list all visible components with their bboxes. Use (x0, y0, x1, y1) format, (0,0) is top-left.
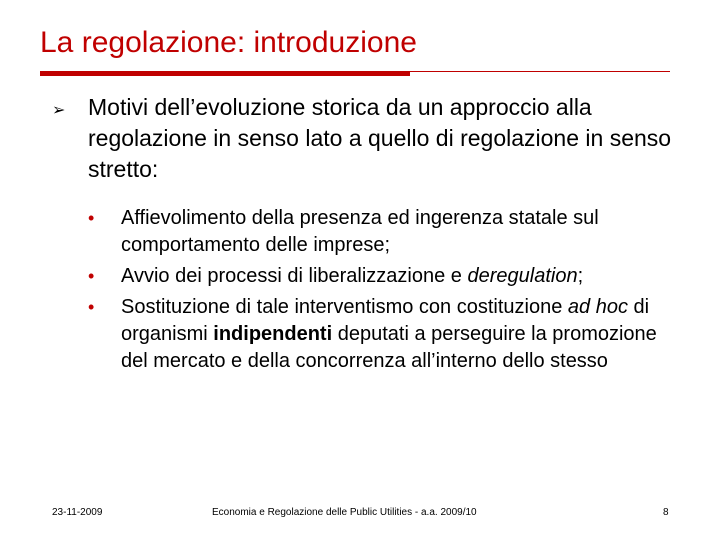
sub-bullet-item (88, 205, 688, 259)
bullet-dot-icon: • (88, 208, 95, 228)
sub-item-text: Affievolimento della presenza ed ingerenza statale sul comportamento delle imprese; (121, 207, 599, 256)
footer-date: 23-11-2009 (52, 507, 103, 518)
footer-course: Economia e Regolazione delle Public Utilities - a.a. 2009/10 (212, 507, 477, 518)
slide-title: La regolazione: introduzione (40, 26, 417, 59)
sub-item-text: ; (577, 265, 584, 287)
title-underline-thick (40, 71, 410, 76)
sub-item-text: Avvio dei processi di liberalizzazione e (121, 265, 468, 287)
sub-item-text: Sostituzione di tale interventismo con costituzione (121, 296, 568, 318)
bullet-dot-icon: • (88, 266, 95, 286)
sub-bullet-item (88, 294, 688, 375)
footer-page-number: 8 (663, 507, 669, 518)
sub-item-text: deputati a perseguire la promozione del mercato e della concorrenza all’interno dello stesso (121, 323, 657, 372)
sub-item-bold-text: indipendenti (213, 323, 333, 345)
sub-item-italic-text: ad hoc (567, 296, 628, 318)
sub-item-italic-text: deregulation (467, 265, 578, 287)
bullet-dot-icon: • (88, 297, 95, 317)
arrow-bullet-icon: ➢ (52, 102, 66, 119)
sub-bullet-list (88, 205, 688, 379)
main-bullet-text: Motivi dell’evoluzione storica da un approccio alla regolazione in senso lato a quello di regolazione in senso stretto: (88, 94, 672, 182)
sub-item-text: di organismi (121, 296, 650, 345)
sub-bullet-item (88, 263, 688, 290)
